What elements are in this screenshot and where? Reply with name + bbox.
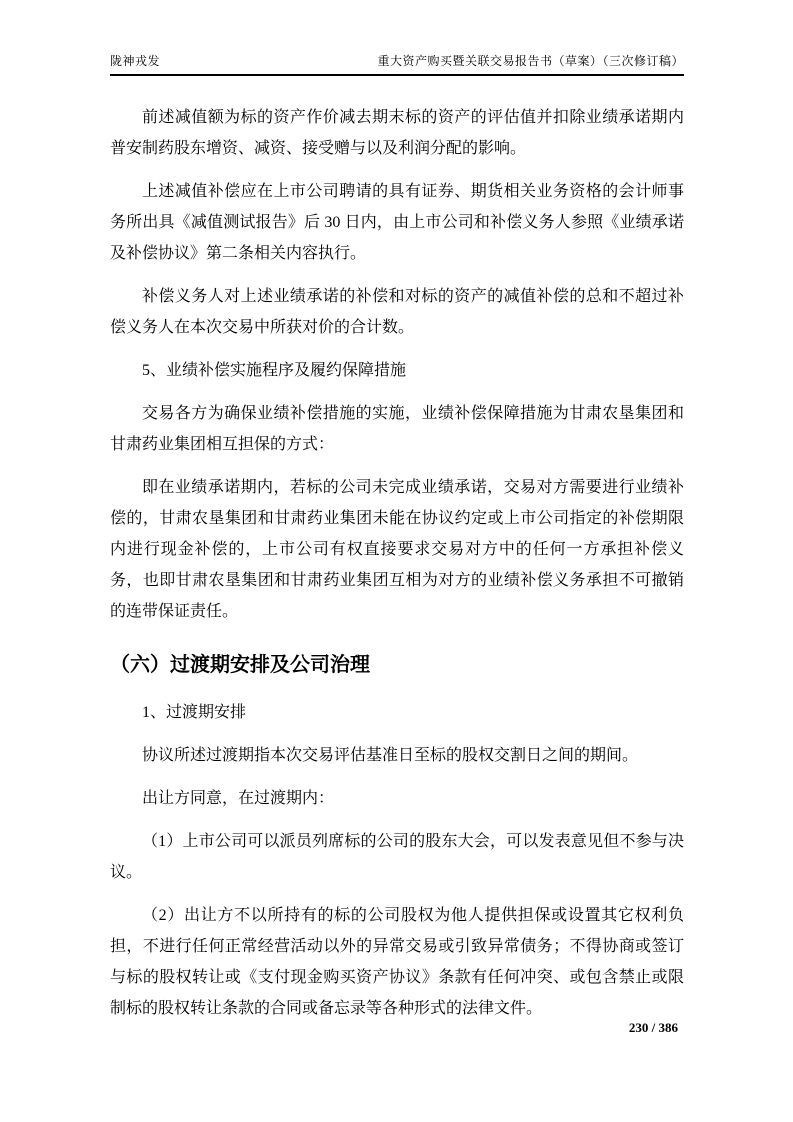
page-number: 230 / 386 — [628, 1020, 678, 1035]
section-subheading: 1、过渡期安排 — [142, 704, 247, 721]
paragraph: 出让方同意，在过渡期内： — [142, 790, 335, 807]
header-report-title: 重大资产购买暨关联交易报告书（草案）（三次修订稿） — [377, 54, 684, 68]
document-body — [110, 102, 684, 1024]
paragraph: 前述减值额为标的资产作价减去期末标的资产的评估值并扣除业绩承诺期内普安制药股东增资、减资、接受赠与以及利润分配的影响。 — [110, 109, 684, 157]
page-header — [110, 52, 684, 76]
paragraph: 协议所述过渡期指本次交易评估基准日至标的股权交割日之间的期间。 — [142, 747, 639, 764]
paragraph: 上述减值补偿应在上市公司聘请的具有证券、期货相关业务资格的会计师事务所出具《减值测试报告》后 30 日内，由上市公司和补偿义务人参照《业绩承诺及补偿协议》第二条相关内容执行。 — [110, 183, 684, 262]
paragraph: （1）上市公司可以派员列席标的公司的股东大会，可以发表意见但不参与决议。 — [110, 833, 684, 881]
paragraph: 即在业绩承诺期内，若标的公司未完成业绩承诺，交易对方需要进行业绩补偿的，甘肃农垦集团和甘肃药业集团未能在协议约定或上市公司指定的补偿期限内进行现金补偿的，上市公司有权直接要求交易对方中的任何一方承担补偿义务，也即甘肃农垦集团和甘肃药业集团互相为对方的业绩补偿义务承担不可撤销的连带保证责任。 — [110, 479, 684, 620]
paragraph: 交易各方为确保业绩补偿措施的实施，业绩补偿保障措施为甘肃农垦集团和甘肃药业集团相互担保的方式： — [110, 405, 684, 453]
page-content — [110, 52, 684, 1036]
paragraph: （2）出让方不以所持有的标的公司股权为他人提供担保或设置其它权利负担，不进行任何正常经营活动以外的异常交易或引致异常债务；不得协商或签订与标的股权转让或《支付现金购买资产协议》条款有任何冲突、或包含禁止或限制标的股权转让条款的合同或备忘录等各种形式的法律文件。 — [110, 907, 684, 1017]
section-heading: （六）过渡期安排及公司治理 — [110, 654, 370, 676]
header-company-name: 陇神戎发 — [110, 54, 161, 68]
paragraph: 补偿义务人对上述业绩承诺的补偿和对标的资产的减值补偿的总和不超过补偿义务人在本次交易中所获对价的合计数。 — [110, 288, 684, 336]
section-subheading: 5、业绩补偿实施程序及履约保障措施 — [142, 362, 407, 379]
